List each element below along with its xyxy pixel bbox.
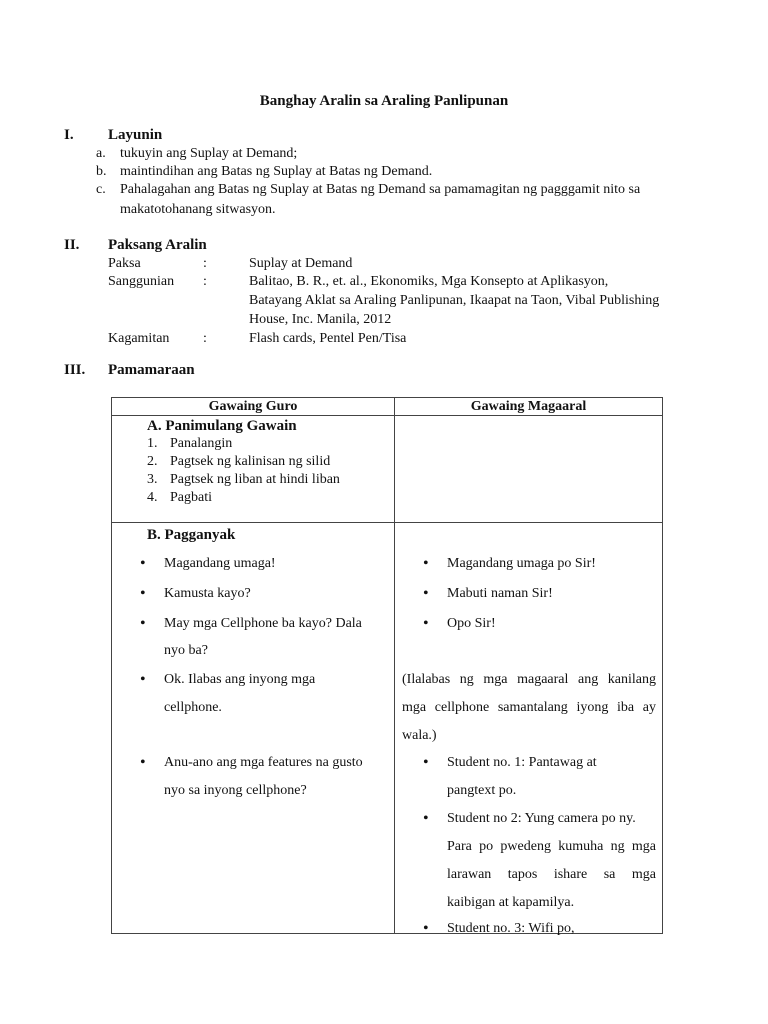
student-paragraph-line: (Ilalabas ng mga magaaral ang kanilang	[402, 672, 656, 687]
teacher-line: • Magandang umaga!	[164, 556, 276, 572]
item-text: maintindihan ang Batas ng Suplay at Batas ng Demand.	[120, 164, 433, 179]
section-number: I.	[64, 127, 74, 143]
document-title: Banghay Aralin sa Araling Panlipunan	[259, 93, 509, 109]
student-line: • Opo Sir!	[447, 616, 496, 632]
student-paragraph-line: mga cellphone samantalang iyong iba ay	[402, 700, 656, 715]
teacher-line-continuation: nyo sa inyong cellphone?	[164, 783, 307, 798]
list-item: Pagtsek ng liban at hindi liban	[170, 472, 340, 487]
field-colon: :	[203, 274, 207, 289]
list-item: Pagbati	[170, 490, 212, 505]
objective-item-continuation: makatotohanang sitwasyon.	[120, 202, 276, 217]
teacher-line: • May mga Cellphone ba kayo? Dala	[164, 616, 362, 632]
section-number: II.	[64, 237, 80, 253]
item-marker: a.	[96, 146, 106, 161]
field-label: Kagamitan	[108, 331, 170, 346]
field-value: Flash cards, Pentel Pen/Tisa	[249, 331, 407, 346]
teacher-line-continuation: cellphone.	[164, 700, 222, 715]
student-response-continuation: pangtext po.	[447, 783, 517, 798]
lesson-procedure-table	[111, 397, 663, 934]
field-colon: :	[203, 256, 207, 271]
teacher-line: • Ok. Ilabas ang inyong mga	[164, 672, 315, 688]
table-header-row	[112, 398, 663, 416]
teacher-line: • Kamusta kayo?	[164, 586, 251, 602]
header-gawaing-magaaral: Gawaing Magaaral	[395, 398, 663, 416]
part-a-heading: A. Panimulang Gawain	[147, 418, 297, 434]
section-title: Layunin	[108, 127, 163, 143]
student-response: • Student no. 1: Pantawag at	[447, 755, 597, 771]
section-title: Pamamaraan	[108, 362, 195, 378]
part-b-heading: B. Pagganyak	[147, 527, 236, 543]
list-item-marker: 4.	[147, 490, 158, 505]
student-response: • Student no 2: Yung camera po ny.	[447, 811, 636, 827]
field-value-continuation: House, Inc. Manila, 2012	[249, 312, 392, 327]
cell-guro-part-b	[112, 523, 395, 934]
teacher-line: • Anu-ano ang mga features na gusto	[164, 755, 363, 771]
field-value-continuation: Batayang Aklat sa Araling Panlipunan, Ikaapat na Taon, Vibal Publishing	[249, 293, 660, 308]
student-response: • Student no. 3: Wifi po,	[447, 921, 575, 937]
list-item-marker: 2.	[147, 454, 158, 469]
field-value: Suplay at Demand	[249, 256, 353, 271]
item-marker: b.	[96, 164, 107, 179]
section-title: Paksang Aralin	[108, 237, 207, 253]
header-gawaing-guro: Gawaing Guro	[112, 398, 395, 416]
student-response-continuation: kaibigan at kapamilya.	[447, 895, 575, 910]
list-item: Pagtsek ng kalinisan ng silid	[170, 454, 331, 469]
list-item-marker: 1.	[147, 436, 158, 451]
field-colon: :	[203, 331, 207, 346]
list-item: Panalangin	[170, 436, 233, 451]
student-response-continuation: Para po pwedeng kumuha ng mga	[447, 839, 656, 854]
item-text: Pahalagahan ang Batas ng Suplay at Batas ng Demand sa pamamagitan ng pagggamit nito sa	[120, 182, 641, 197]
item-text: tukuyin ang Suplay at Demand;	[120, 146, 298, 161]
field-value: Balitao, B. R., et. al., Ekonomiks, Mga Konsepto at Aplikasyon,	[249, 274, 609, 289]
field-label: Sanggunian	[108, 274, 175, 289]
cell-magaaral-part-a	[395, 416, 663, 523]
table-row	[112, 523, 663, 934]
table-row	[112, 416, 663, 523]
section-number: III.	[64, 362, 86, 378]
list-item-marker: 3.	[147, 472, 158, 487]
student-line: • Magandang umaga po Sir!	[447, 556, 596, 572]
field-label: Paksa	[108, 256, 141, 271]
cell-magaaral-part-b	[395, 523, 663, 934]
cell-guro-part-a	[112, 416, 395, 523]
student-paragraph-line: wala.)	[402, 728, 437, 743]
item-marker: c.	[96, 182, 106, 197]
student-line: • Mabuti naman Sir!	[447, 586, 553, 602]
teacher-line-continuation: nyo ba?	[164, 643, 208, 658]
student-response-continuation: larawan tapos ishare sa mga	[447, 867, 656, 882]
